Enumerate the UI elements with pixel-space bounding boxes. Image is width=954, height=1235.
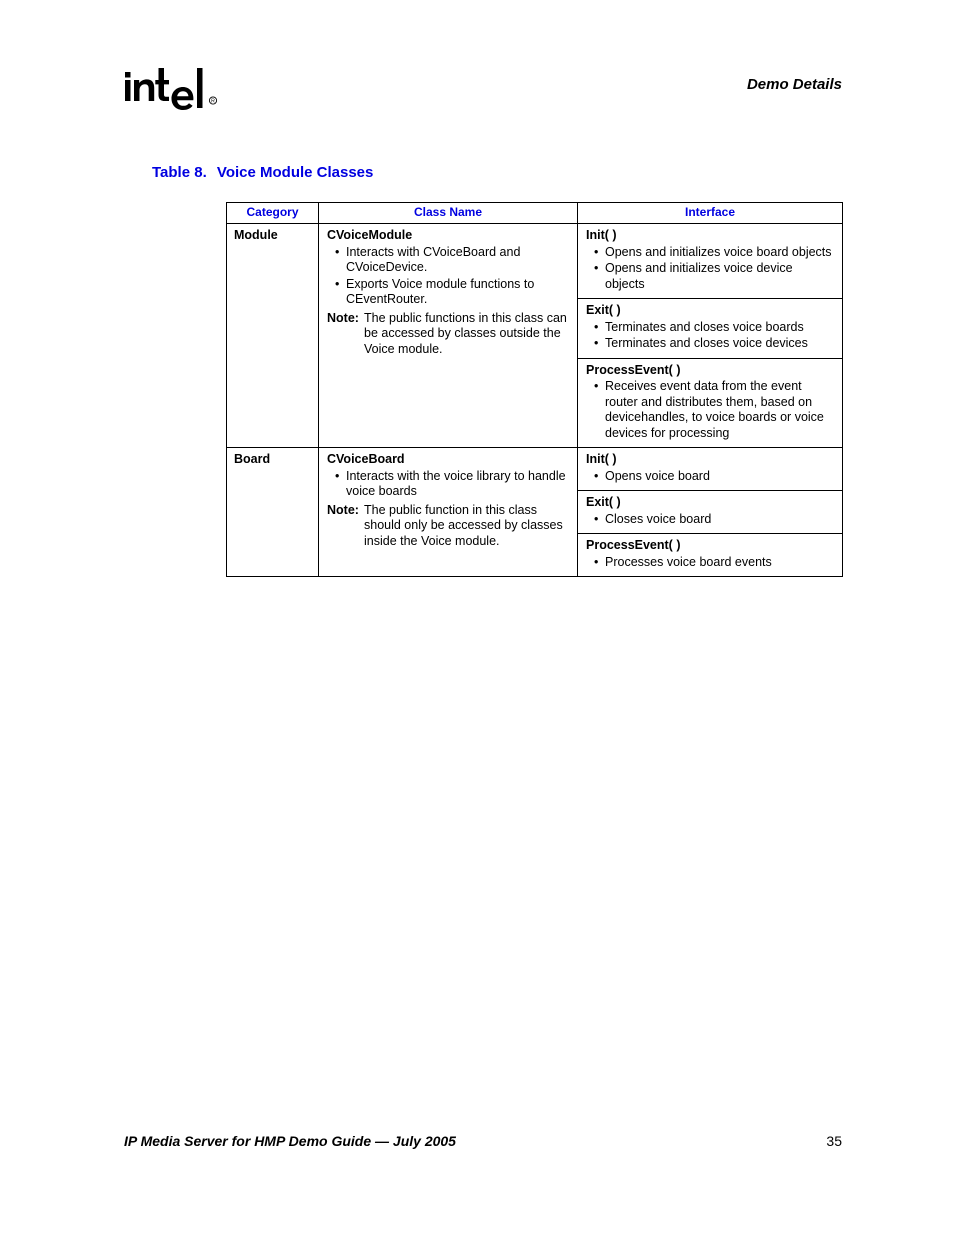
class-name: CVoiceBoard [327,452,405,466]
svg-text:R: R [211,98,215,105]
interface-block [578,491,842,534]
note-label: Note: [327,502,359,517]
class-note [327,503,569,550]
list-item: • Opens and initializes voice board objects [586,245,834,261]
interface-block [578,448,842,491]
section-title: Demo Details [746,76,842,93]
class-name-cell [319,224,578,448]
table-caption-number: Table 8. [152,164,207,181]
interface-name: ProcessEvent( ) [586,362,681,377]
category-cell: Module [227,224,319,448]
category-cell: Board [227,448,319,577]
list-item: • Interacts with CVoiceBoard and CVoiceDevice. [327,245,569,276]
table-row [227,448,843,577]
interface-description-list [586,245,834,293]
table-header-row [227,203,843,224]
note-text: The public function in this class should only be accessed by classes inside the Voice module. [364,502,563,548]
interface-name: Exit( ) [586,495,621,509]
table-row [227,224,843,448]
list-item: • Processes voice board events [586,555,834,571]
table-caption-title: Voice Module Classes [216,164,374,181]
interface-name: ProcessEvent( ) [586,538,681,552]
interface-name: Init( ) [586,228,617,242]
note-label: Note: [327,310,359,325]
interface-description-list [586,555,834,571]
class-name: CVoiceModule [327,228,413,242]
class-name-cell [319,448,578,577]
list-item: • Exports Voice module functions to CEventRouter. [327,277,569,308]
interface-block [578,359,842,448]
class-description-list [327,469,569,500]
list-item: • Interacts with the voice library to handle voice boards [327,469,569,500]
interface-block [578,534,842,576]
interface-description-list [586,320,834,352]
class-description-list [327,245,569,308]
column-header-class-name: Class Name [319,203,578,224]
interface-block [578,224,842,299]
interface-description-list [586,379,834,441]
interface-cell [578,448,843,577]
interface-name: Exit( ) [586,303,621,317]
list-item: • Terminates and closes voice boards [586,320,834,336]
interface-description-list [586,512,834,528]
list-item: • Terminates and closes voice devices [586,336,834,352]
interface-block [578,299,842,359]
note-text: The public functions in this class can be accessed by classes outside the Voice module. [364,310,567,356]
class-note [327,311,569,358]
list-item: • Opens and initializes voice device objects [586,261,834,292]
table-caption [152,164,373,181]
voice-module-classes-table [226,202,843,577]
list-item: • Opens voice board [586,469,834,485]
intel-logo [122,60,222,118]
list-item: • Receives event data from the event router and distributes them, based on devicehandles, to voice boards or voice devices for processing [586,379,834,441]
list-item: • Closes voice board [586,512,834,528]
column-header-category: Category [227,203,319,224]
page-number: 35 [826,1133,842,1149]
interface-cell [578,224,843,448]
interface-description-list [586,469,834,485]
column-header-interface: Interface [578,203,843,224]
interface-name: Init( ) [586,452,617,466]
footer-document-title: IP Media Server for HMP Demo Guide — July 2005 [124,1133,456,1149]
